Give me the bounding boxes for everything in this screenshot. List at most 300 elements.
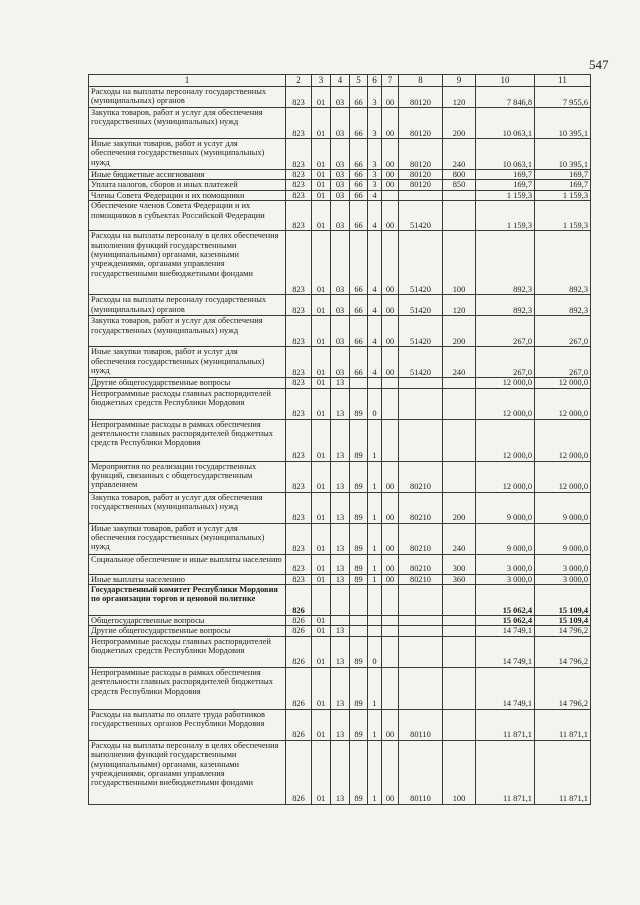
code-cell (350, 378, 368, 388)
row-name: Расходы на выплаты по оплате труда работников государственных органов Республики Мордовия (89, 709, 286, 740)
table-row (89, 295, 591, 316)
code-cell: 01 (312, 108, 331, 139)
code-cell: 823 (286, 554, 312, 574)
code-cell: 03 (331, 170, 350, 180)
code-cell: 4 (368, 190, 382, 200)
code-cell (382, 585, 399, 616)
code-cell: 01 (312, 523, 331, 554)
code-cell: 3 (368, 180, 382, 190)
row-name: Закупка товаров, работ и услуг для обеспечения государственных (муниципальных) нужд (89, 492, 286, 523)
table-row (89, 585, 591, 616)
code-cell: 89 (350, 554, 368, 574)
value-col10: 3 000,0 (476, 554, 535, 574)
code-cell: 51420 (399, 201, 443, 231)
code-cell: 80120 (399, 170, 443, 180)
code-cell (443, 636, 476, 667)
code-cell (443, 616, 476, 626)
code-cell: 1 (368, 419, 382, 461)
value-col10: 14 749,1 (476, 626, 535, 636)
code-cell: 826 (286, 616, 312, 626)
code-cell: 00 (382, 316, 399, 347)
code-cell: 13 (331, 554, 350, 574)
row-name: Другие общегосударственные вопросы (89, 378, 286, 388)
code-cell: 823 (286, 378, 312, 388)
column-header: 11 (535, 75, 591, 87)
code-cell: 00 (382, 554, 399, 574)
value-col10: 11 871,1 (476, 740, 535, 804)
row-name: Расходы на выплаты персоналу государственных (муниципальных) органов (89, 87, 286, 108)
value-col11: 15 109,4 (535, 585, 591, 616)
code-cell: 13 (331, 419, 350, 461)
code-cell (382, 378, 399, 388)
code-cell: 01 (312, 87, 331, 108)
code-cell: 3 (368, 170, 382, 180)
code-cell: 823 (286, 231, 312, 295)
code-cell (368, 626, 382, 636)
value-col11: 3 000,0 (535, 554, 591, 574)
code-cell (350, 585, 368, 616)
code-cell: 826 (286, 709, 312, 740)
code-cell: 66 (350, 201, 368, 231)
table-row (89, 492, 591, 523)
value-col11: 9 000,0 (535, 523, 591, 554)
value-col11: 892,3 (535, 231, 591, 295)
row-name: Иные выплаты населению (89, 574, 286, 584)
value-col10: 10 063,1 (476, 108, 535, 139)
value-col11: 169,7 (535, 180, 591, 190)
code-cell: 03 (331, 295, 350, 316)
table-row (89, 626, 591, 636)
row-name: Расходы на выплаты персоналу в целях обеспечения выполнения функций государственными (муниципальными) органами, казенными учреждениями, органами управления государственными внебюджетными фондами (89, 231, 286, 295)
value-col10: 267,0 (476, 347, 535, 378)
code-cell: 01 (312, 139, 331, 170)
code-cell (399, 378, 443, 388)
value-col10: 9 000,0 (476, 492, 535, 523)
value-col11: 12 000,0 (535, 419, 591, 461)
code-cell: 13 (331, 574, 350, 584)
code-cell: 01 (312, 616, 331, 626)
row-name: Иные бюджетные ассигнования (89, 170, 286, 180)
value-col10: 1 159,3 (476, 190, 535, 200)
code-cell: 13 (331, 709, 350, 740)
value-col10: 267,0 (476, 316, 535, 347)
code-cell: 00 (382, 461, 399, 492)
code-cell (350, 616, 368, 626)
table-row (89, 709, 591, 740)
code-cell: 826 (286, 667, 312, 709)
code-cell: 823 (286, 492, 312, 523)
code-cell: 13 (331, 626, 350, 636)
code-cell: 66 (350, 347, 368, 378)
value-col11: 12 000,0 (535, 378, 591, 388)
table-row (89, 316, 591, 347)
value-col10: 3 000,0 (476, 574, 535, 584)
code-cell (399, 585, 443, 616)
code-cell: 01 (312, 190, 331, 200)
code-cell: 823 (286, 523, 312, 554)
code-cell: 80120 (399, 108, 443, 139)
table-row (89, 574, 591, 584)
code-cell: 4 (368, 295, 382, 316)
code-cell: 01 (312, 295, 331, 316)
code-cell: 80210 (399, 461, 443, 492)
code-cell: 00 (382, 574, 399, 584)
code-cell (399, 616, 443, 626)
code-cell: 823 (286, 139, 312, 170)
table-row (89, 139, 591, 170)
code-cell: 01 (312, 709, 331, 740)
code-cell: 1 (368, 523, 382, 554)
code-cell: 01 (312, 554, 331, 574)
header-row (89, 75, 591, 87)
value-col11: 267,0 (535, 347, 591, 378)
code-cell: 89 (350, 740, 368, 804)
value-col11: 10 395,1 (535, 108, 591, 139)
code-cell: 89 (350, 461, 368, 492)
column-header: 4 (331, 75, 350, 87)
row-name: Расходы на выплаты персоналу государственных (муниципальных) органов (89, 295, 286, 316)
code-cell: 200 (443, 108, 476, 139)
code-cell (399, 667, 443, 709)
code-cell: 823 (286, 180, 312, 190)
code-cell: 03 (331, 190, 350, 200)
code-cell: 13 (331, 492, 350, 523)
code-cell: 1 (368, 554, 382, 574)
row-name: Общегосударственные вопросы (89, 616, 286, 626)
code-cell: 89 (350, 574, 368, 584)
row-name: Расходы на выплаты персоналу в целях обеспечения выполнения функций государственными (муниципальными) органами, казенными учреждениями, органами управления государственными внебюджетными фондами (89, 740, 286, 804)
code-cell: 01 (312, 316, 331, 347)
code-cell (368, 585, 382, 616)
value-col11: 11 871,1 (535, 740, 591, 804)
column-header: 1 (89, 75, 286, 87)
code-cell (443, 378, 476, 388)
table-row (89, 87, 591, 108)
column-header: 9 (443, 75, 476, 87)
table-row (89, 554, 591, 574)
code-cell: 4 (368, 231, 382, 295)
column-header: 3 (312, 75, 331, 87)
code-cell: 823 (286, 316, 312, 347)
value-col10: 892,3 (476, 295, 535, 316)
value-col10: 1 159,3 (476, 201, 535, 231)
table-row (89, 667, 591, 709)
code-cell: 03 (331, 108, 350, 139)
row-name: Иные закупки товаров, работ и услуг для обеспечения государственных (муниципальных) нужд (89, 347, 286, 378)
value-col11: 7 955,6 (535, 87, 591, 108)
code-cell: 0 (368, 636, 382, 667)
table-row (89, 180, 591, 190)
code-cell (443, 419, 476, 461)
code-cell (368, 616, 382, 626)
code-cell: 89 (350, 709, 368, 740)
value-col10: 12 000,0 (476, 461, 535, 492)
row-name: Непрограммные расходы в рамках обеспечения деятельности главных распорядителей бюджетных средств Республики Мордовия (89, 667, 286, 709)
code-cell (382, 419, 399, 461)
code-cell: 51420 (399, 231, 443, 295)
table-row (89, 388, 591, 419)
table-row (89, 461, 591, 492)
value-col10: 169,7 (476, 170, 535, 180)
code-cell: 826 (286, 626, 312, 636)
value-col11: 12 000,0 (535, 388, 591, 419)
row-name: Непрограммные расходы главных распорядителей бюджетных средств Республики Мордовия (89, 388, 286, 419)
code-cell: 89 (350, 636, 368, 667)
code-cell: 80120 (399, 139, 443, 170)
code-cell: 823 (286, 388, 312, 419)
code-cell: 13 (331, 388, 350, 419)
code-cell: 1 (368, 709, 382, 740)
code-cell (443, 201, 476, 231)
code-cell (382, 636, 399, 667)
value-col11: 267,0 (535, 316, 591, 347)
code-cell: 66 (350, 108, 368, 139)
code-cell: 3 (368, 87, 382, 108)
value-col11: 10 395,1 (535, 139, 591, 170)
code-cell: 823 (286, 170, 312, 180)
code-cell: 823 (286, 201, 312, 231)
code-cell: 1 (368, 492, 382, 523)
value-col10: 892,3 (476, 231, 535, 295)
code-cell: 823 (286, 295, 312, 316)
code-cell: 03 (331, 87, 350, 108)
column-header: 8 (399, 75, 443, 87)
code-cell (382, 616, 399, 626)
code-cell: 00 (382, 231, 399, 295)
code-cell: 4 (368, 316, 382, 347)
table-row (89, 201, 591, 231)
code-cell: 00 (382, 201, 399, 231)
code-cell: 3 (368, 139, 382, 170)
code-cell: 00 (382, 170, 399, 180)
code-cell: 240 (443, 139, 476, 170)
code-cell: 240 (443, 523, 476, 554)
code-cell (382, 667, 399, 709)
row-name: Члены Совета Федерации и их помощники (89, 190, 286, 200)
code-cell (443, 626, 476, 636)
code-cell (399, 419, 443, 461)
code-cell: 826 (286, 585, 312, 616)
code-cell: 823 (286, 419, 312, 461)
code-cell: 01 (312, 419, 331, 461)
code-cell: 120 (443, 295, 476, 316)
code-cell: 89 (350, 388, 368, 419)
value-col11: 11 871,1 (535, 709, 591, 740)
column-header: 2 (286, 75, 312, 87)
value-col10: 9 000,0 (476, 523, 535, 554)
code-cell: 01 (312, 231, 331, 295)
code-cell (399, 190, 443, 200)
code-cell: 13 (331, 461, 350, 492)
code-cell (382, 388, 399, 419)
row-name: Мероприятия по реализации государственных функций, связанных с общегосударственным управлением (89, 461, 286, 492)
code-cell: 0 (368, 388, 382, 419)
value-col10: 14 749,1 (476, 636, 535, 667)
code-cell: 1 (368, 740, 382, 804)
value-col11: 3 000,0 (535, 574, 591, 584)
code-cell: 01 (312, 626, 331, 636)
code-cell: 01 (312, 667, 331, 709)
code-cell: 200 (443, 316, 476, 347)
code-cell: 823 (286, 461, 312, 492)
code-cell (399, 388, 443, 419)
value-col10: 14 749,1 (476, 667, 535, 709)
budget-table (88, 74, 591, 805)
value-col10: 10 063,1 (476, 139, 535, 170)
value-col10: 11 871,1 (476, 709, 535, 740)
code-cell: 66 (350, 180, 368, 190)
code-cell: 826 (286, 740, 312, 804)
code-cell: 823 (286, 190, 312, 200)
code-cell (443, 585, 476, 616)
table-row (89, 378, 591, 388)
value-col10: 15 062,4 (476, 585, 535, 616)
code-cell: 01 (312, 461, 331, 492)
value-col11: 14 796,2 (535, 667, 591, 709)
code-cell: 120 (443, 87, 476, 108)
code-cell: 00 (382, 740, 399, 804)
code-cell: 00 (382, 523, 399, 554)
code-cell (368, 378, 382, 388)
code-cell: 240 (443, 347, 476, 378)
code-cell: 823 (286, 347, 312, 378)
code-cell: 66 (350, 170, 368, 180)
code-cell: 01 (312, 170, 331, 180)
value-col11: 12 000,0 (535, 461, 591, 492)
value-col10: 12 000,0 (476, 419, 535, 461)
code-cell: 80110 (399, 709, 443, 740)
code-cell: 89 (350, 667, 368, 709)
code-cell: 01 (312, 574, 331, 584)
code-cell: 826 (286, 636, 312, 667)
value-col11: 892,3 (535, 295, 591, 316)
code-cell: 360 (443, 574, 476, 584)
code-cell: 1 (368, 574, 382, 584)
code-cell: 4 (368, 347, 382, 378)
code-cell: 100 (443, 740, 476, 804)
code-cell: 80110 (399, 740, 443, 804)
table-row (89, 616, 591, 626)
code-cell: 03 (331, 180, 350, 190)
code-cell: 51420 (399, 347, 443, 378)
row-name: Социальное обеспечение и иные выплаты населению (89, 554, 286, 574)
code-cell: 13 (331, 636, 350, 667)
code-cell: 03 (331, 201, 350, 231)
value-col10: 169,7 (476, 180, 535, 190)
row-name: Непрограммные расходы в рамках обеспечения деятельности главных распорядителей бюджетных средств Республики Мордовия (89, 419, 286, 461)
code-cell: 13 (331, 740, 350, 804)
code-cell: 80120 (399, 87, 443, 108)
code-cell: 01 (312, 201, 331, 231)
code-cell (443, 709, 476, 740)
code-cell: 1 (368, 461, 382, 492)
code-cell: 03 (331, 347, 350, 378)
value-col11: 14 796,2 (535, 636, 591, 667)
table-row (89, 419, 591, 461)
code-cell: 13 (331, 667, 350, 709)
code-cell: 80120 (399, 180, 443, 190)
table-row (89, 636, 591, 667)
row-name: Непрограммные расходы главных распорядителей бюджетных средств Республики Мордовия (89, 636, 286, 667)
code-cell: 850 (443, 180, 476, 190)
column-header: 5 (350, 75, 368, 87)
code-cell: 4 (368, 201, 382, 231)
code-cell: 01 (312, 378, 331, 388)
value-col11: 1 159,3 (535, 201, 591, 231)
value-col11: 169,7 (535, 170, 591, 180)
row-name: Закупка товаров, работ и услуг для обеспечения государственных (муниципальных) нужд (89, 108, 286, 139)
row-name: Закупка товаров, работ и услуг для обеспечения государственных (муниципальных) нужд (89, 316, 286, 347)
code-cell: 66 (350, 295, 368, 316)
code-cell: 01 (312, 740, 331, 804)
value-col11: 9 000,0 (535, 492, 591, 523)
code-cell: 80210 (399, 574, 443, 584)
code-cell: 200 (443, 492, 476, 523)
code-cell: 300 (443, 554, 476, 574)
column-header: 6 (368, 75, 382, 87)
code-cell: 66 (350, 87, 368, 108)
code-cell: 00 (382, 139, 399, 170)
row-name: Иные закупки товаров, работ и услуг для обеспечения государственных (муниципальных) нужд (89, 139, 286, 170)
code-cell: 03 (331, 231, 350, 295)
row-name: Иные закупки товаров, работ и услуг для обеспечения государственных (муниципальных) нужд (89, 523, 286, 554)
value-col10: 7 846,8 (476, 87, 535, 108)
code-cell (443, 388, 476, 419)
code-cell: 00 (382, 87, 399, 108)
row-name: Другие общегосударственные вопросы (89, 626, 286, 636)
code-cell: 00 (382, 180, 399, 190)
code-cell: 66 (350, 231, 368, 295)
code-cell: 03 (331, 316, 350, 347)
code-cell (331, 585, 350, 616)
table-body (89, 87, 591, 805)
value-col10: 12 000,0 (476, 378, 535, 388)
code-cell: 80210 (399, 492, 443, 523)
code-cell: 823 (286, 87, 312, 108)
code-cell: 89 (350, 492, 368, 523)
code-cell: 01 (312, 180, 331, 190)
code-cell: 66 (350, 190, 368, 200)
value-col10: 15 062,4 (476, 616, 535, 626)
code-cell: 00 (382, 709, 399, 740)
code-cell: 823 (286, 108, 312, 139)
column-header: 7 (382, 75, 399, 87)
row-name: Государственный комитет Республики Мордовия по организации торгов и ценовой политике (89, 585, 286, 616)
code-cell: 00 (382, 295, 399, 316)
code-cell (312, 585, 331, 616)
code-cell (443, 667, 476, 709)
row-name: Уплата налогов, сборов и иных платежей (89, 180, 286, 190)
code-cell: 51420 (399, 316, 443, 347)
code-cell: 13 (331, 378, 350, 388)
code-cell: 89 (350, 523, 368, 554)
value-col11: 1 159,3 (535, 190, 591, 200)
code-cell (443, 190, 476, 200)
table-row (89, 347, 591, 378)
code-cell: 80210 (399, 554, 443, 574)
code-cell (399, 626, 443, 636)
code-cell: 800 (443, 170, 476, 180)
code-cell: 01 (312, 636, 331, 667)
code-cell (382, 190, 399, 200)
code-cell: 51420 (399, 295, 443, 316)
table-row (89, 523, 591, 554)
table-row (89, 190, 591, 200)
code-cell: 03 (331, 139, 350, 170)
code-cell: 66 (350, 316, 368, 347)
value-col11: 14 796,2 (535, 626, 591, 636)
code-cell: 1 (368, 667, 382, 709)
